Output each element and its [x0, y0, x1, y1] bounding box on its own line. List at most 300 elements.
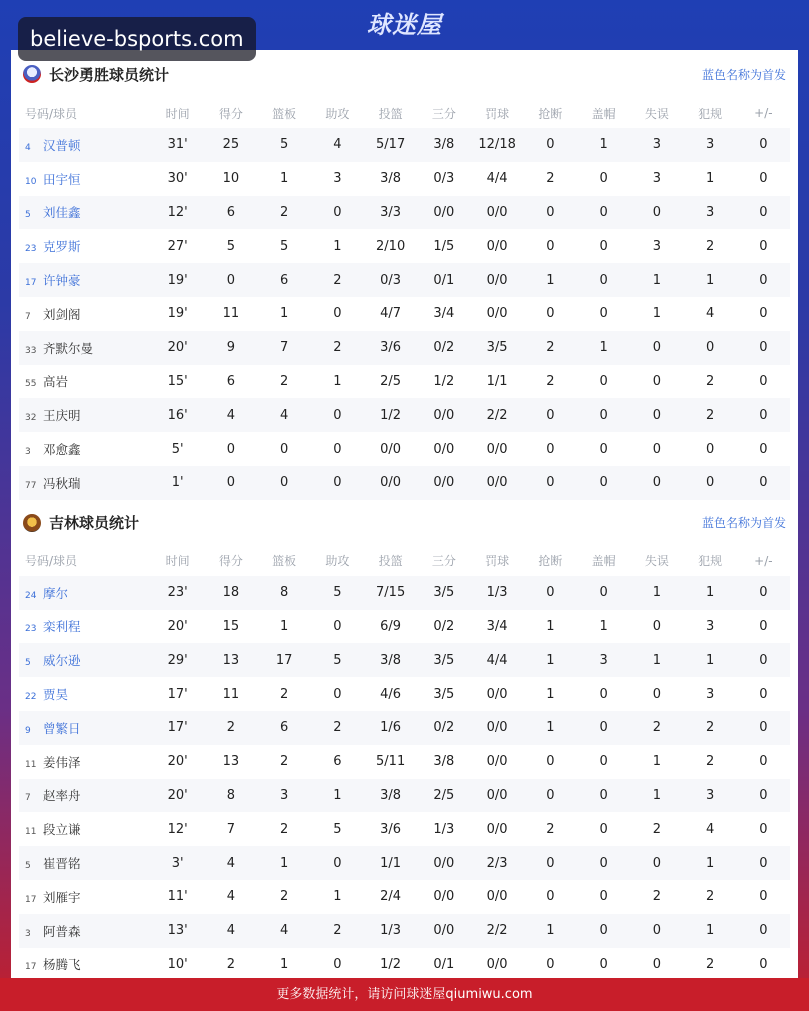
jersey-number: 5 — [25, 658, 31, 669]
stat-cell: 13' — [151, 914, 204, 948]
player-name[interactable]: 贾昊 — [43, 687, 69, 703]
stat-cell: 0 — [630, 398, 683, 432]
stat-cell: 2 — [652, 821, 662, 837]
stat-cell: 16' — [151, 398, 204, 432]
stat-cell: 1 — [705, 171, 715, 187]
player-cell[interactable] — [19, 128, 151, 162]
jersey-number: 22 — [25, 692, 37, 703]
stat-cell: 2 — [279, 754, 289, 770]
stat-cell: 0 — [599, 441, 608, 457]
stats-card — [11, 50, 798, 978]
stat-cell: 4/4 — [486, 171, 508, 187]
column-header: 罚球 — [485, 554, 510, 569]
stat-cell: 0/3 — [364, 263, 417, 297]
stat-cell: 0/0 — [380, 441, 402, 457]
player-name[interactable]: 田宇恒 — [43, 171, 81, 187]
table-row — [19, 711, 790, 745]
stat-cell: 2 — [258, 196, 311, 230]
stat-cell: 0 — [759, 618, 768, 634]
jersey-number: 55 — [25, 379, 37, 390]
stat-cell: 1 — [311, 779, 364, 813]
stat-cell: 1 — [524, 263, 577, 297]
stat-cell: 12' — [167, 821, 188, 837]
player-name[interactable]: 赵率舟 — [43, 788, 81, 804]
stat-cell: 0/0 — [486, 306, 508, 322]
stat-cell: 2 — [204, 711, 257, 745]
column-header: 得分 — [218, 106, 243, 121]
stat-cell: 0 — [258, 466, 311, 500]
stat-cell: 20' — [167, 618, 188, 634]
player-cell[interactable] — [19, 914, 151, 948]
stat-cell: 25 — [204, 128, 257, 162]
player-name[interactable]: 刘剑阁 — [43, 306, 81, 322]
stat-cell: 2 — [546, 373, 555, 389]
stat-cell: 0/1 — [433, 956, 455, 972]
stat-cell: 0 — [737, 779, 790, 813]
column-header: +/- — [754, 106, 773, 120]
starter-note: 蓝色名称为首发 — [701, 67, 786, 82]
stat-cell: 0 — [577, 711, 630, 745]
stat-cell: 1 — [546, 618, 555, 634]
stat-cell: 3/6 — [364, 331, 417, 365]
player-name[interactable]: 崔晋铭 — [43, 856, 81, 872]
player-name[interactable]: 邓愈鑫 — [43, 442, 81, 458]
brand-logo: 球迷屋 — [367, 11, 442, 39]
stat-cell: 15 — [222, 618, 240, 634]
stat-cell: 0/2 — [433, 618, 455, 634]
column-header: 投篮 — [378, 106, 403, 121]
stat-cell: 2 — [311, 711, 364, 745]
table-row — [19, 398, 790, 432]
player-name[interactable]: 栾利程 — [43, 619, 81, 635]
stat-cell: 0/0 — [433, 441, 455, 457]
stat-cell: 0/2 — [417, 331, 470, 365]
stat-cell: 1/6 — [364, 711, 417, 745]
stat-cell: 0 — [577, 914, 630, 948]
stat-cell: 3 — [705, 618, 715, 634]
stat-cell: 11' — [167, 889, 188, 905]
stat-cell: 0 — [333, 686, 342, 702]
stat-cell: 2 — [226, 956, 236, 972]
stat-cell: 20' — [151, 331, 204, 365]
stat-cell: 0 — [333, 618, 342, 634]
stat-cell: 1 — [599, 618, 608, 634]
player-name[interactable]: 摩尔 — [43, 585, 69, 601]
stat-cell: 2 — [652, 889, 662, 905]
column-header: 犯规 — [698, 554, 723, 569]
column-header: 篮板 — [272, 554, 297, 569]
stat-cell: 0 — [577, 576, 630, 610]
stat-cell: 1 — [577, 128, 630, 162]
table-row — [19, 263, 790, 297]
stat-cell: 0 — [546, 238, 555, 254]
stat-cell: 6 — [258, 711, 311, 745]
stat-cell: 10 — [222, 171, 240, 187]
stat-cell: 2 — [705, 956, 715, 972]
stat-cell: 0 — [577, 398, 630, 432]
stat-cell: 3 — [652, 238, 662, 254]
player-name[interactable]: 阿普森 — [43, 923, 81, 939]
table-row — [19, 643, 790, 677]
jersey-number: 77 — [25, 480, 37, 491]
table-row — [19, 365, 790, 399]
stat-cell: 2 — [311, 263, 364, 297]
stat-cell: 2/5 — [417, 779, 470, 813]
stat-cell: 0 — [759, 754, 768, 770]
stat-cell: 4 — [226, 889, 236, 905]
jersey-number: 17 — [25, 962, 37, 973]
stat-cell: 0 — [737, 466, 790, 500]
stat-cell: 2/3 — [471, 846, 524, 880]
stat-cell: 0 — [652, 373, 662, 389]
stat-cell: 0/0 — [433, 889, 455, 905]
stat-cell: 3 — [577, 643, 630, 677]
player-cell[interactable] — [19, 263, 151, 297]
player-cell[interactable] — [19, 365, 151, 399]
stat-cell: 1 — [630, 643, 683, 677]
stat-cell: 3 — [652, 171, 662, 187]
stat-cell: 4 — [311, 128, 364, 162]
stat-cell: 4 — [204, 398, 257, 432]
stat-cell: 0/0 — [417, 196, 470, 230]
starter-note: 蓝色名称为首发 — [701, 516, 786, 531]
stat-cell: 3/5 — [417, 643, 470, 677]
stat-cell: 2 — [705, 373, 715, 389]
stat-cell: 4 — [705, 306, 715, 322]
column-header: 时间 — [165, 554, 190, 569]
player-cell[interactable] — [19, 745, 151, 779]
stat-cell: 5/11 — [376, 754, 406, 770]
table-row — [19, 331, 790, 365]
column-header: 投篮 — [378, 554, 403, 569]
stat-cell: 0 — [599, 956, 608, 972]
player-cell[interactable] — [19, 297, 151, 331]
column-header: 失误 — [644, 554, 669, 569]
table-header-row — [19, 98, 790, 128]
stat-cell: 0 — [546, 956, 555, 972]
stat-cell: 0 — [333, 306, 342, 322]
stat-cell: 0 — [684, 466, 737, 500]
stat-cell: 3 — [630, 128, 683, 162]
stat-cell: 3 — [705, 686, 715, 702]
player-cell[interactable] — [19, 846, 151, 880]
stat-cell: 9 — [204, 331, 257, 365]
stat-cell: 0 — [759, 373, 768, 389]
stat-cell: 6/9 — [380, 618, 402, 634]
stat-cell: 0 — [546, 754, 555, 770]
stat-cell: 0/0 — [486, 821, 508, 837]
stat-cell: 2 — [311, 331, 364, 365]
stat-cell: 6 — [333, 754, 342, 770]
stat-cell: 0 — [524, 398, 577, 432]
jersey-number: 5 — [25, 210, 31, 221]
jersey-number: 24 — [25, 590, 37, 601]
player-cell[interactable] — [19, 677, 151, 711]
stats-table — [19, 546, 790, 982]
stat-cell: 0 — [759, 306, 768, 322]
stat-cell: 0 — [759, 956, 768, 972]
stat-cell: 0/0 — [471, 466, 524, 500]
stat-cell: 0 — [737, 576, 790, 610]
jersey-number: 33 — [25, 345, 37, 356]
stat-cell: 13 — [222, 754, 240, 770]
column-header: 号码/球员 — [25, 554, 78, 569]
stat-cell: 7/15 — [364, 576, 417, 610]
jersey-number: 3 — [25, 447, 31, 458]
stat-cell: 0 — [524, 846, 577, 880]
table-row — [19, 812, 790, 846]
stat-cell: 0 — [759, 889, 768, 905]
stat-cell: 0 — [311, 196, 364, 230]
stat-cell: 0/0 — [417, 914, 470, 948]
stat-cell: 0 — [577, 263, 630, 297]
player-cell[interactable] — [19, 331, 151, 365]
jersey-number: 17 — [25, 894, 37, 905]
stat-cell: 7 — [226, 821, 236, 837]
stat-cell: 0 — [204, 263, 257, 297]
stat-cell: 7 — [258, 331, 311, 365]
player-name[interactable]: 高岩 — [43, 374, 69, 390]
player-cell[interactable] — [19, 948, 151, 982]
column-header: 抢断 — [538, 554, 563, 569]
stat-cell: 0 — [577, 196, 630, 230]
player-name[interactable]: 冯秋瑞 — [43, 475, 81, 491]
stat-cell: 0 — [311, 398, 364, 432]
stat-cell: 0 — [652, 686, 662, 702]
stat-cell: 3/8 — [433, 754, 455, 770]
stat-cell: 19' — [167, 306, 188, 322]
column-header: 犯规 — [698, 106, 723, 121]
player-cell[interactable] — [19, 610, 151, 644]
stat-cell: 3 — [684, 779, 737, 813]
player-cell[interactable] — [19, 466, 151, 500]
stat-cell: 1 — [684, 914, 737, 948]
player-name[interactable]: 许钟豪 — [43, 273, 81, 289]
stat-cell: 2 — [279, 373, 289, 389]
stat-cell: 6 — [258, 263, 311, 297]
stat-cell: 2 — [524, 331, 577, 365]
player-cell[interactable] — [19, 398, 151, 432]
stat-cell: 0 — [546, 889, 555, 905]
stat-cell: 0 — [311, 466, 364, 500]
stat-cell: 2 — [705, 754, 715, 770]
stat-cell: 4/4 — [471, 643, 524, 677]
stat-cell: 6 — [204, 196, 257, 230]
stat-cell: 2 — [546, 171, 555, 187]
stat-cell: 0 — [599, 889, 608, 905]
player-cell[interactable] — [19, 162, 151, 196]
stat-cell: 1/3 — [364, 914, 417, 948]
stat-cell: 0 — [737, 398, 790, 432]
table-row — [19, 779, 790, 813]
table-row — [19, 610, 790, 644]
stat-cell: 5 — [311, 643, 364, 677]
stat-cell: 3/3 — [364, 196, 417, 230]
column-header: 号码/球员 — [25, 106, 78, 121]
player-cell[interactable] — [19, 643, 151, 677]
player-name[interactable]: 姜伟泽 — [43, 754, 81, 770]
jersey-number: 5 — [25, 861, 31, 872]
stat-cell: 3 — [333, 171, 342, 187]
team-header — [19, 500, 790, 546]
stat-cell: 1 — [577, 331, 630, 365]
stat-cell: 12' — [151, 196, 204, 230]
player-name[interactable]: 刘雁宇 — [43, 889, 81, 905]
stat-cell: 1 — [524, 643, 577, 677]
stat-cell: 0/0 — [417, 846, 470, 880]
stat-cell: 3 — [258, 779, 311, 813]
stat-cell: 3 — [684, 128, 737, 162]
stat-cell: 0 — [577, 466, 630, 500]
stat-cell: 0 — [524, 576, 577, 610]
player-cell[interactable] — [19, 229, 151, 263]
player-cell[interactable] — [19, 812, 151, 846]
player-name[interactable]: 克罗斯 — [43, 239, 81, 255]
team-logo-icon — [23, 65, 41, 83]
column-header: 三分 — [431, 554, 456, 569]
stat-cell: 5' — [171, 441, 184, 457]
table-row — [19, 677, 790, 711]
stat-cell: 2/10 — [376, 238, 406, 254]
stat-cell: 0 — [652, 956, 662, 972]
stat-cell: 2/2 — [471, 398, 524, 432]
stat-cell: 23' — [151, 576, 204, 610]
player-name[interactable]: 齐默尔曼 — [43, 340, 94, 356]
jersey-number: 32 — [25, 413, 37, 424]
player-cell[interactable] — [19, 432, 151, 466]
stat-cell: 0/2 — [417, 711, 470, 745]
table-row — [19, 128, 790, 162]
team-logo-icon — [23, 514, 41, 532]
stat-cell: 3 — [684, 196, 737, 230]
team-title: 长沙勇胜球员统计 — [49, 65, 170, 84]
stat-cell: 27' — [167, 238, 188, 254]
footer-link[interactable]: 更多数据统计，请访问球迷屋qiumiwu.com — [0, 978, 809, 1011]
stat-cell: 3/8 — [364, 643, 417, 677]
stat-cell: 2/2 — [471, 914, 524, 948]
stat-cell: 3/8 — [380, 171, 402, 187]
stat-cell: 0/0 — [471, 779, 524, 813]
stat-cell: 0 — [599, 306, 608, 322]
table-row — [19, 196, 790, 230]
stat-cell: 0 — [279, 441, 289, 457]
column-header: 得分 — [218, 554, 243, 569]
stat-cell: 4/7 — [380, 306, 402, 322]
column-header: 抢断 — [538, 106, 563, 121]
stat-cell: 1 — [630, 779, 683, 813]
jersey-number: 17 — [25, 278, 37, 289]
jersey-number: 10 — [25, 176, 37, 187]
stat-cell: 11 — [222, 306, 240, 322]
stat-cell: 4 — [705, 821, 715, 837]
stat-cell: 0 — [599, 171, 608, 187]
stat-cell: 2 — [684, 711, 737, 745]
stat-cell: 3/5 — [417, 576, 470, 610]
player-cell[interactable] — [19, 196, 151, 230]
stat-cell: 0 — [737, 643, 790, 677]
player-name[interactable]: 曾繁日 — [43, 720, 81, 736]
stat-cell: 2/5 — [380, 373, 402, 389]
player-name[interactable]: 威尔逊 — [43, 653, 81, 669]
stat-cell: 1/3 — [433, 821, 455, 837]
column-header: 篮板 — [272, 106, 297, 121]
stat-cell: 0 — [524, 466, 577, 500]
stat-cell: 0 — [684, 331, 737, 365]
stat-cell: 13 — [204, 643, 257, 677]
stat-cell: 5 — [226, 238, 236, 254]
stat-cell: 1 — [652, 306, 662, 322]
player-cell[interactable] — [19, 576, 151, 610]
stat-cell: 1 — [333, 238, 342, 254]
player-cell[interactable] — [19, 880, 151, 914]
stat-cell: 0/0 — [417, 398, 470, 432]
stat-cell: 1 — [684, 846, 737, 880]
stat-cell: 4 — [258, 914, 311, 948]
stat-cell: 0 — [705, 441, 715, 457]
stat-cell: 0 — [546, 306, 555, 322]
table-header-row — [19, 546, 790, 576]
team-title: 吉林球员统计 — [49, 514, 140, 533]
player-name[interactable]: 杨腾飞 — [43, 957, 81, 973]
stat-cell: 0 — [311, 846, 364, 880]
stat-cell: 1/2 — [364, 398, 417, 432]
stat-cell: 1' — [151, 466, 204, 500]
table-row — [19, 162, 790, 196]
column-header: 时间 — [165, 106, 190, 121]
stat-cell: 5 — [311, 576, 364, 610]
stat-cell: 0 — [226, 441, 236, 457]
stat-cell: 0 — [759, 238, 768, 254]
stat-cell: 2 — [705, 889, 715, 905]
player-name[interactable]: 王庆明 — [43, 408, 81, 424]
player-name[interactable]: 汉普顿 — [43, 137, 81, 153]
stat-cell: 0/0 — [471, 196, 524, 230]
stat-cell: 2 — [546, 821, 555, 837]
stat-cell: 0 — [759, 686, 768, 702]
stat-cell: 3/4 — [486, 618, 508, 634]
stat-cell: 18 — [204, 576, 257, 610]
jersey-number: 23 — [25, 244, 37, 255]
player-cell[interactable] — [19, 779, 151, 813]
stat-cell: 0 — [599, 373, 608, 389]
stat-cell: 0/3 — [433, 171, 455, 187]
stat-cell: 12/18 — [471, 128, 524, 162]
stat-cell: 0 — [737, 263, 790, 297]
stat-cell: 5 — [279, 238, 289, 254]
stat-cell: 0 — [737, 128, 790, 162]
stat-cell: 0 — [737, 331, 790, 365]
column-header: 罚球 — [485, 106, 510, 121]
stat-cell: 1 — [279, 306, 289, 322]
column-header: 三分 — [431, 106, 456, 121]
stat-cell: 2 — [630, 711, 683, 745]
stat-cell: 1 — [684, 643, 737, 677]
player-name[interactable]: 刘佳鑫 — [43, 205, 81, 221]
watermark: believe-bsports.com — [18, 17, 256, 61]
stat-cell: 1 — [279, 618, 289, 634]
player-cell[interactable] — [19, 711, 151, 745]
stat-cell: 1/1 — [486, 373, 508, 389]
stat-cell: 0/1 — [417, 263, 470, 297]
stat-cell: 11 — [222, 686, 240, 702]
stat-cell: 8 — [204, 779, 257, 813]
table-row — [19, 745, 790, 779]
stat-cell: 3/6 — [380, 821, 402, 837]
stat-cell: 2 — [684, 398, 737, 432]
table-row — [19, 846, 790, 880]
player-name[interactable]: 段立谦 — [43, 822, 81, 838]
stat-cell: 4/6 — [380, 686, 402, 702]
